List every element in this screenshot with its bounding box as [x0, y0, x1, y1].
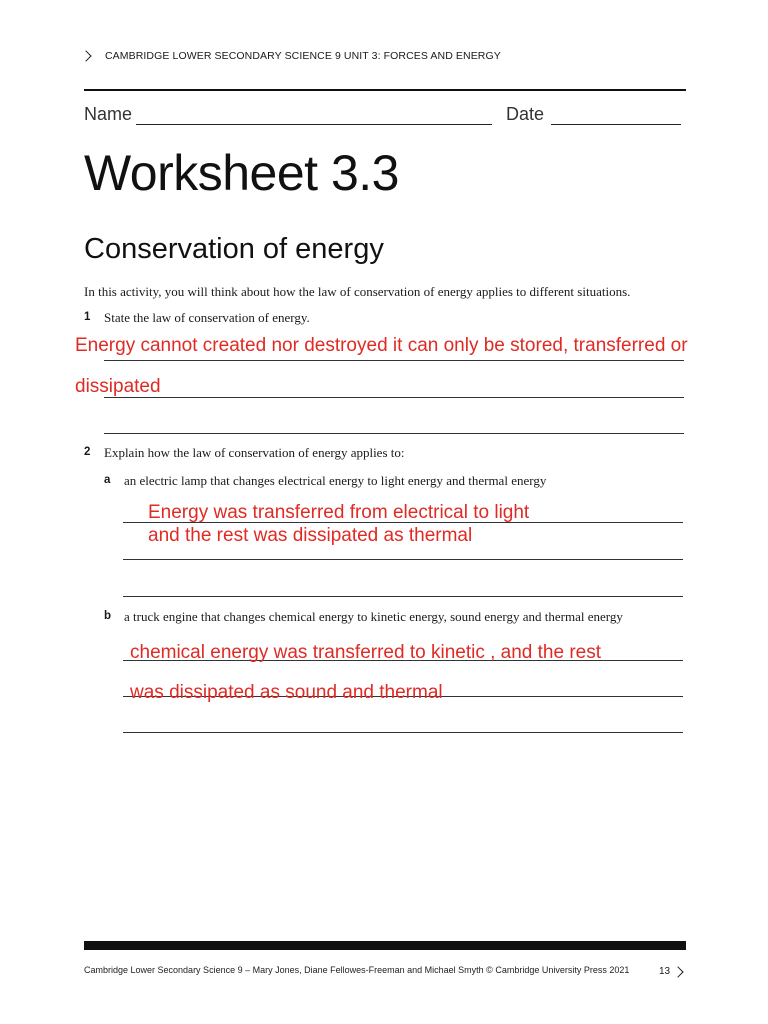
handwritten-answer: dissipated: [75, 376, 161, 397]
worksheet-subtitle: Conservation of energy: [84, 233, 384, 265]
header-rule: [84, 89, 686, 91]
answer-line[interactable]: [104, 360, 684, 361]
page-number: 13: [659, 966, 671, 977]
handwritten-answer: and the rest was dissipated as thermal: [148, 525, 473, 546]
question-number: 1: [84, 311, 91, 323]
date-field[interactable]: [551, 124, 681, 125]
part-letter: a: [104, 474, 111, 486]
name-field[interactable]: [136, 124, 492, 125]
question-text: State the law of conservation of energy.: [104, 310, 310, 325]
intro-text: In this activity, you will think about how the law of conservation of energy applies to different situations.: [84, 284, 631, 299]
answer-line[interactable]: [123, 732, 683, 733]
handwritten-answer: Energy cannot created nor destroyed it can only be stored, transferred or: [75, 335, 688, 356]
answer-line[interactable]: [104, 433, 684, 434]
chevron-right-icon: [672, 966, 683, 977]
question-number: 2: [84, 446, 91, 458]
footer-citation: Cambridge Lower Secondary Science 9 – Mary Jones, Diane Fellowes-Freeman and Michael Smyth © Cambridge University Press 2021: [84, 965, 630, 975]
part-text: a truck engine that changes chemical energy to kinetic energy, sound energy and thermal energy: [124, 609, 623, 624]
answer-line[interactable]: [123, 559, 683, 560]
part-letter: b: [104, 610, 112, 622]
part-text: an electric lamp that changes electrical energy to light energy and thermal energy: [124, 473, 547, 488]
question-text: Explain how the law of conservation of energy applies to:: [104, 445, 405, 460]
handwritten-answer: chemical energy was transferred to kinetic , and the rest: [130, 642, 602, 663]
handwritten-answer: Energy was transferred from electrical to light: [148, 502, 530, 523]
handwritten-answer: was dissipated as sound and thermal: [130, 682, 443, 703]
running-header: CAMBRIDGE LOWER SECONDARY SCIENCE 9 UNIT 3: FORCES AND ENERGY: [105, 50, 501, 62]
answer-line[interactable]: [123, 596, 683, 597]
date-label: Date: [506, 104, 545, 124]
chevron-right-icon: [80, 50, 91, 61]
answer-line[interactable]: [104, 397, 684, 398]
worksheet-title: Worksheet 3.3: [84, 145, 399, 201]
footer-rule: [84, 941, 686, 950]
name-label: Name: [84, 104, 133, 124]
